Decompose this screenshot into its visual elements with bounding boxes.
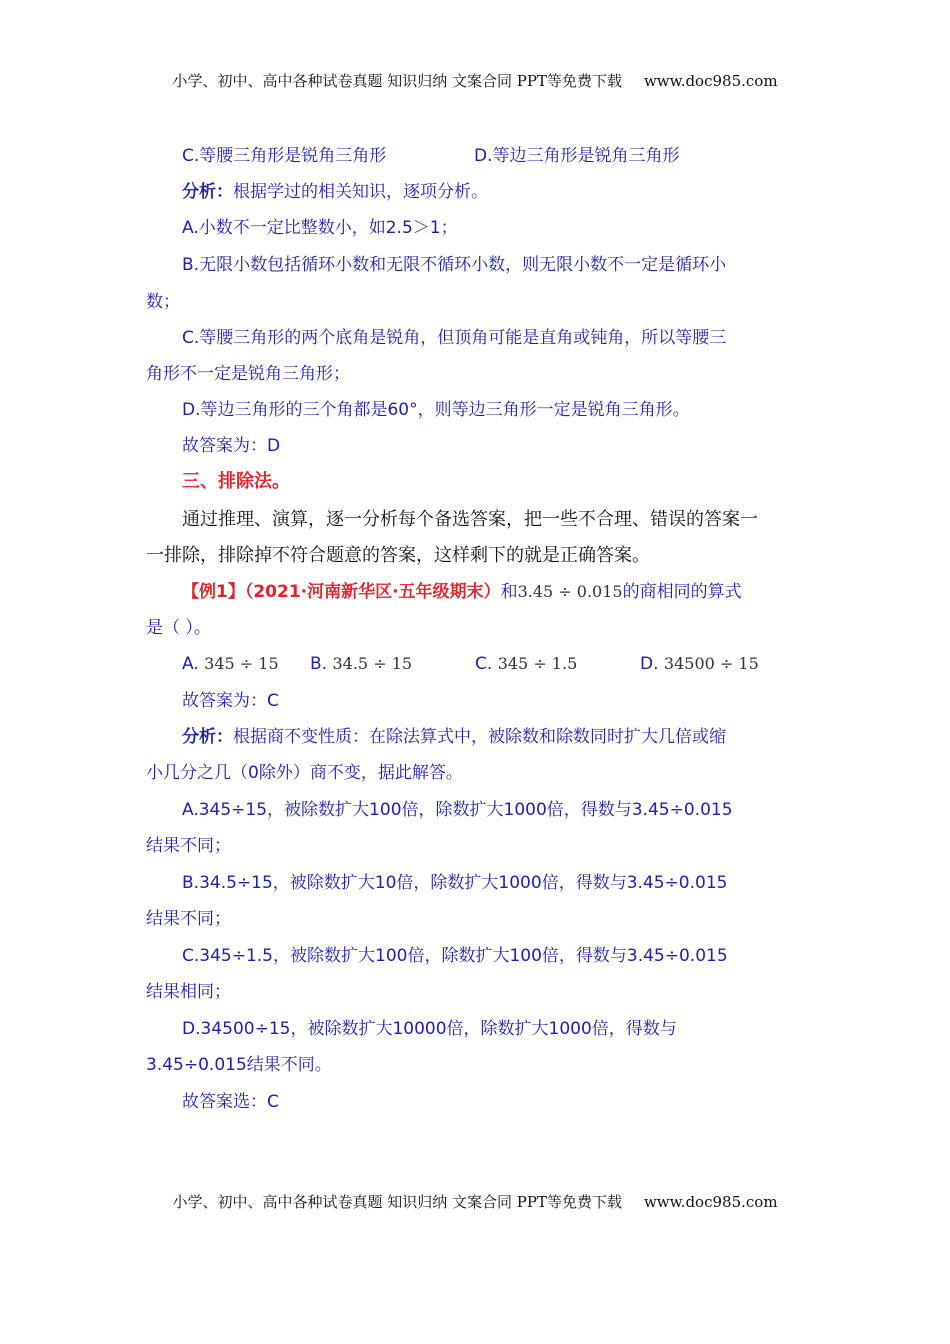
- example-post: 的商相同的算式: [622, 582, 742, 602]
- answer-d: 故答案为：D: [182, 436, 281, 456]
- analysis-line-a: A.小数不一定比整数小，如2.5＞1；: [182, 218, 458, 238]
- footer-text: 小学、初中、高中各种试卷真题 知识归纳 文案合同 PPT等免费下载: [172, 1193, 622, 1211]
- header-text: 小学、初中、高中各种试卷真题 知识归纳 文案合同 PPT等免费下载: [172, 72, 622, 90]
- example-final-answer: 故答案选：C: [182, 1092, 279, 1112]
- header-url[interactable]: www.doc985.com: [643, 72, 778, 90]
- example-pre: 和: [500, 582, 518, 602]
- option-c-previous: C.等腰三角形是锐角三角形: [182, 146, 387, 166]
- analysis-line-c1: C.等腰三角形的两个底角是锐角，但顶角可能是直角或钝角，所以等腰三: [182, 328, 727, 348]
- analysis-text: 根据学过的相关知识，逐项分析。: [233, 182, 488, 202]
- example-b-2: 结果不同；: [146, 909, 231, 929]
- example-option-a[interactable]: A. 345 ÷ 15: [182, 654, 279, 674]
- analysis-paragraph-1: [182, 180, 488, 204]
- example-option-c[interactable]: C. 345 ÷ 1.5: [475, 654, 578, 674]
- example-analysis-label: 分析：: [182, 727, 233, 747]
- option-d-previous: D.等边三角形是锐角三角形: [474, 146, 680, 166]
- example-label: 【例1】（2021·河南新华区·五年级期末）: [182, 582, 501, 602]
- example-d-1: D.34500÷15，被除数扩大10000倍，除数扩大1000倍，得数与: [182, 1019, 677, 1039]
- example-a-1: A.345÷15，被除数扩大100倍，除数扩大1000倍，得数与3.45÷0.015: [182, 800, 733, 820]
- analysis-line-c2: 角形不一定是锐角三角形；: [146, 364, 350, 384]
- page-header: [0, 70, 950, 91]
- analysis-line-b1: B.无限小数包括循环小数和无限不循环小数，则无限小数不一定是循环小: [182, 255, 727, 275]
- example-a-2: 结果不同；: [146, 836, 231, 856]
- example-heading: [182, 580, 742, 604]
- section-desc-1: 通过推理、演算，逐一分析每个备选答案，把一些不合理、错误的答案一: [182, 509, 758, 530]
- section-title: 三、排除法。: [182, 471, 290, 492]
- analysis-line-b2: 数；: [146, 292, 180, 312]
- example-option-d[interactable]: D. 34500 ÷ 15: [640, 654, 759, 674]
- example-b-1: B.34.5÷15，被除数扩大10倍，除数扩大1000倍，得数与3.45÷0.015: [182, 873, 728, 893]
- example-c-2: 结果相同；: [146, 982, 231, 1002]
- example-analysis-1: 分析：根据商不变性质：在除法算式中，被除数和除数同时扩大几倍或缩: [182, 727, 726, 747]
- example-analysis-2: 小几分之几（0除外）商不变，据此解答。: [146, 763, 463, 783]
- example-option-b[interactable]: B. 34.5 ÷ 15: [310, 654, 413, 674]
- example-d-2: 3.45÷0.015结果不同。: [146, 1055, 332, 1075]
- analysis-line-d: D.等边三角形的三个角都是60°，则等边三角形一定是锐角三角形。: [182, 400, 690, 420]
- analysis-label: 分析：: [182, 182, 233, 202]
- example-line-2: 是（ ）。: [146, 618, 211, 638]
- page-footer: [0, 1191, 950, 1212]
- example-expression: 3.45 ÷ 0.015: [517, 582, 623, 601]
- example-answer: 故答案为：C: [182, 691, 279, 711]
- footer-url[interactable]: www.doc985.com: [643, 1193, 778, 1211]
- example-c-1: C.345÷1.5，被除数扩大100倍，除数扩大100倍，得数与3.45÷0.015: [182, 946, 728, 966]
- section-desc-2: 一排除，排除掉不符合题意的答案，这样剩下的就是正确答案。: [146, 545, 650, 566]
